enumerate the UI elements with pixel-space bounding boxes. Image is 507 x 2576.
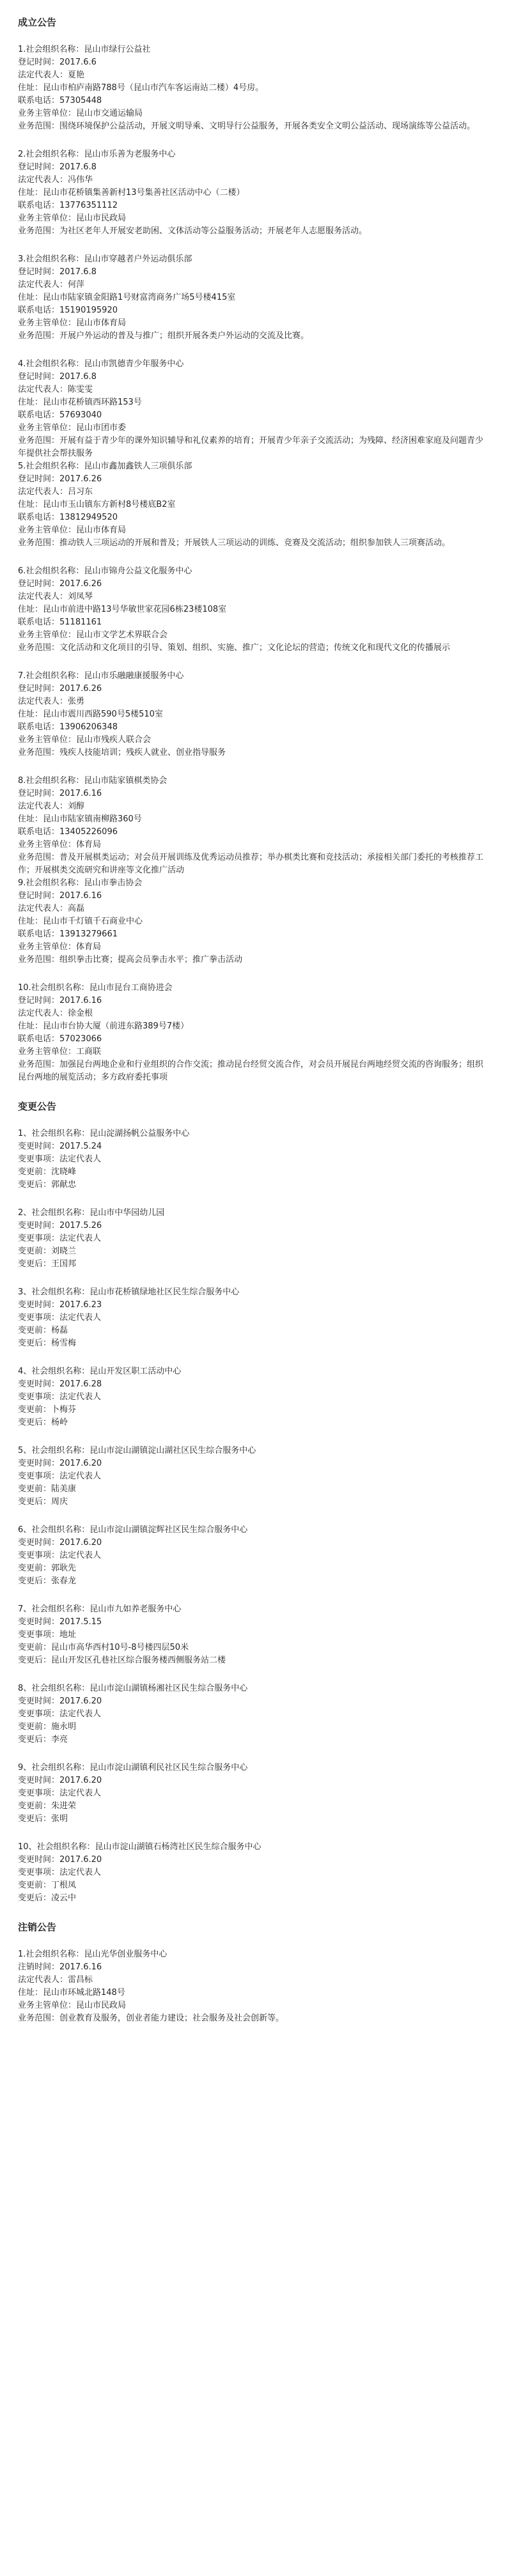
- established-entry: [18, 358, 489, 550]
- changes-list: [18, 1128, 489, 1905]
- cancellation-list: [18, 1948, 489, 2025]
- entry-line: 6.社会组织名称：昆山市锦舟公益文化服务中心: [18, 566, 192, 576]
- change-entry: [18, 1762, 489, 1826]
- entry-line: 变更时间：2017.5.24: [18, 1142, 102, 1151]
- entry-line: 变更前：杨磊: [18, 1326, 68, 1335]
- established-entry: [18, 148, 489, 238]
- entry-line: 住址：昆山市玉山镇东方新村8号楼底B2室: [18, 500, 176, 509]
- entry-line: 变更后：王国邦: [18, 1259, 77, 1269]
- entry-line: 住址：昆山市花桥镇集善新村13号集善社区活动中心（二楼）: [18, 188, 245, 198]
- entry-line: 业务范围：文化活动和文化项目的引导、策划、组织、实施、推广；文化论坛的营造；传统文化和现代文化的传播展示: [18, 643, 451, 653]
- change-entry: [18, 1286, 489, 1350]
- entry-line: 注销时间：2017.6.16: [18, 1962, 102, 1972]
- entry-line: 业务范围：加强昆台两地企业和行业组织的合作交流；推动昆台经贸交流合作，对会员开展昆台两地经贸交流的咨询服务；组织昆台两地的展览活动；多方政府委托事项: [18, 1060, 484, 1082]
- entry-line: 变更事项：法定代表人: [18, 1709, 102, 1719]
- entry-line: 4.社会组织名称：昆山市凯德青少年服务中心: [18, 359, 184, 369]
- established-entry: [18, 670, 489, 759]
- entry-line: 变更事项：法定代表人: [18, 1788, 102, 1798]
- entry-line: 变更前：丁根凤: [18, 1881, 77, 1890]
- entry-line: 法定代表人：徐金根: [18, 1009, 93, 1018]
- entry-line: 变更后：张春龙: [18, 1576, 77, 1586]
- change-entry: [18, 1841, 489, 1905]
- entry-line: 变更事项：法定代表人: [18, 1234, 102, 1243]
- entry-line: 业务主管单位：体育局: [18, 840, 102, 850]
- change-entry: [18, 1445, 489, 1509]
- entry-line: 业务主管单位：昆山市残疾人联合会: [18, 735, 152, 745]
- entry-line: 变更后：李亮: [18, 1735, 68, 1744]
- change-entry: [18, 1603, 489, 1667]
- entry-line: 联系电话：13776351112: [18, 201, 118, 210]
- entry-line: 8.社会组织名称：昆山市陆家镇棋类协会: [18, 776, 168, 786]
- entry-line: 联系电话：15190195920: [18, 306, 118, 315]
- entry-line: 业务主管单位：昆山市体育局: [18, 318, 127, 328]
- entry-line: 联系电话：13405226096: [18, 827, 118, 837]
- established-entry: [18, 982, 489, 1084]
- entry-line: 变更后：张明: [18, 1814, 68, 1824]
- established-entry: [18, 565, 489, 655]
- entry-line: 变更事项：法定代表人: [18, 1392, 102, 1402]
- entry-line: 住址：昆山市震川西路590号5楼510室: [18, 710, 163, 719]
- entry-line: 法定代表人：夏艳: [18, 70, 85, 80]
- entry-line: 业务范围：围绕环境保护公益活动，开展文明导乘、文明导行公益服务，开展各类安全文明公益活动、现场演练等公益活动。: [18, 121, 476, 131]
- entry-line: 住址：昆山市陆家镇金阳路1号财富湾商务广场5号楼415室: [18, 293, 236, 302]
- entry-line: 变更前：刘晓兰: [18, 1246, 77, 1256]
- entry-line: 登记时间：2017.6.8: [18, 162, 97, 172]
- entry-line: 法定代表人：陈雯雯: [18, 385, 93, 394]
- entry-line: 联系电话：57023066: [18, 1034, 102, 1044]
- entry-line: 9、社会组织名称：昆山市淀山湖镇利民社区民生综合服务中心: [18, 1763, 248, 1773]
- entry-line: 6、社会组织名称：昆山市淀山湖镇淀辉社区民生综合服务中心: [18, 1525, 248, 1535]
- entry-line: 变更后：凌云中: [18, 1893, 77, 1903]
- entry-line: 变更时间：2017.5.26: [18, 1221, 102, 1230]
- entry-line: 登记时间：2017.6.26: [18, 579, 102, 589]
- entry-line: 变更后：周庆: [18, 1497, 68, 1507]
- entry-line: 7、社会组织名称：昆山市九如养老服务中心: [18, 1604, 182, 1614]
- entry-line: 法定代表人：刘醇: [18, 802, 85, 811]
- entry-line: 住址：昆山市前进中路13号华敏世家花园6栋23楼108室: [18, 605, 227, 614]
- entry-line: 变更事项：法定代表人: [18, 1868, 102, 1877]
- entry-line: 业务范围：为社区老年人开展安老助困、文体活动等公益服务活动；开展老年人志愿服务活动。: [18, 226, 368, 236]
- entry-line: 法定代表人：张勇: [18, 697, 85, 706]
- entry-line: 3、社会组织名称：昆山市花桥镇绿地社区民生综合服务中心: [18, 1287, 240, 1297]
- entry-line: 业务范围：残疾人技能培训；残疾人就业、创业指导服务: [18, 748, 226, 757]
- cancellation-heading: 注销公告: [18, 1921, 57, 1933]
- change-entry: [18, 1682, 489, 1746]
- entry-line: 10、社会组织名称：昆山市淀山湖镇石杨湾社区民生综合服务中心: [18, 1842, 261, 1852]
- cancellation-section: [18, 1920, 489, 2025]
- established-list: [18, 43, 489, 1084]
- entry-line: 业务主管单位：体育局: [18, 942, 102, 952]
- changes-section: [18, 1099, 489, 1905]
- entry-line: 1、社会组织名称：昆山淀湖扬帆公益服务中心: [18, 1129, 190, 1138]
- entry-line: 变更前：朱进荣: [18, 1801, 77, 1811]
- entry-line: 8、社会组织名称：昆山市淀山湖镇杨湘社区民生综合服务中心: [18, 1684, 248, 1693]
- entry-line: 变更时间：2017.6.20: [18, 1776, 102, 1785]
- entry-line: 9.社会组织名称：昆山市拳击协会: [18, 878, 143, 888]
- entry-line: 变更后：杨雪梅: [18, 1338, 77, 1348]
- change-entry: [18, 1524, 489, 1588]
- entry-line: 业务主管单位：昆山市交通运输局: [18, 109, 143, 118]
- entry-line: 登记时间：2017.6.26: [18, 474, 102, 484]
- entry-line: 变更前：郭耿先: [18, 1563, 77, 1573]
- entry-line: 变更时间：2017.6.23: [18, 1300, 102, 1310]
- entry-line: 变更前：沈晓峰: [18, 1167, 77, 1177]
- entry-line: 业务主管单位：昆山市文学艺术界联合会: [18, 630, 168, 640]
- entry-line: 1.社会组织名称：昆山光华创业服务中心: [18, 1950, 168, 1959]
- entry-line: 变更后：郭献忠: [18, 1180, 77, 1190]
- entry-line: 登记时间：2017.6.8: [18, 372, 97, 382]
- changes-heading: 变更公告: [18, 1101, 57, 1112]
- entry-line: 变更时间：2017.6.20: [18, 1855, 102, 1865]
- entry-line: 变更后：昆山开发区孔巷社区综合服务楼西侧服务站二楼: [18, 1656, 226, 1665]
- established-entry: [18, 43, 489, 133]
- entry-line: 法定代表人：雷昌标: [18, 1975, 93, 1985]
- entry-line: 住址：昆山市陆家镇南柳路360号: [18, 814, 142, 824]
- entry-line: 联系电话：51181161: [18, 617, 102, 627]
- entry-line: 3.社会组织名称：昆山市穿越者户外运动俱乐部: [18, 254, 192, 264]
- entry-line: 业务主管单位：昆山市民政局: [18, 213, 127, 223]
- change-entry: [18, 1365, 489, 1429]
- entry-line: 变更事项：法定代表人: [18, 1313, 102, 1323]
- change-entry: [18, 1207, 489, 1271]
- entry-line: 变更时间：2017.6.28: [18, 1379, 102, 1389]
- entry-line: 法定代表人：冯伟华: [18, 175, 93, 185]
- entry-line: 联系电话：13913279661: [18, 929, 118, 939]
- entry-line: 7.社会组织名称：昆山市乐融融康援服务中心: [18, 671, 184, 681]
- entry-line: 登记时间：2017.6.26: [18, 684, 102, 694]
- entry-line: 1.社会组织名称：昆山市绿行公益社: [18, 45, 151, 54]
- entry-line: 登记时间：2017.6.16: [18, 789, 102, 798]
- entry-line: 变更事项：法定代表人: [18, 1154, 102, 1164]
- entry-line: 法定代表人：刘凤琴: [18, 592, 93, 601]
- established-section: [18, 15, 489, 1084]
- entry-line: 联系电话：57693040: [18, 410, 102, 420]
- entry-line: 业务主管单位：昆山市民政局: [18, 2001, 127, 2010]
- entry-line: 2、社会组织名称：昆山市中华园幼儿园: [18, 1208, 165, 1218]
- entry-line: 住址：昆山市环城北路148号: [18, 1988, 125, 1998]
- entry-line: 业务主管单位：昆山市体育局: [18, 525, 127, 535]
- entry-line: 变更时间：2017.6.20: [18, 1538, 102, 1548]
- entry-line: 业务范围：推动铁人三项运动的开展和普及；开展铁人三项运动的训练、竞赛及交流活动；组织参加铁人三项赛活动。: [18, 538, 451, 548]
- entry-line: 联系电话：57305448: [18, 96, 102, 105]
- entry-line: 业务主管单位：昆山市团市委: [18, 423, 127, 433]
- entry-line: 4、社会组织名称：昆山开发区职工活动中心: [18, 1367, 182, 1376]
- established-heading: 成立公告: [18, 17, 57, 28]
- entry-line: 变更前：施永明: [18, 1722, 77, 1732]
- entry-line: 变更前：陆美康: [18, 1484, 77, 1494]
- established-entry: [18, 253, 489, 343]
- entry-line: 变更事项：地址: [18, 1630, 77, 1640]
- entry-line: 登记时间：2017.6.6: [18, 58, 97, 67]
- entry-line: 住址：昆山市柏庐南路788号（昆山市汽车客运南站二楼）4号房。: [18, 83, 264, 93]
- change-entry: [18, 1128, 489, 1191]
- entry-line: 法定代表人：高磊: [18, 904, 85, 913]
- established-entry: [18, 775, 489, 966]
- entry-line: 业务范围：普及开展棋类运动；对会员开展训练及优秀运动员推荐；举办棋类比赛和竞技活动；承接相关部门委托的考核推荐工作；开展棋类交流研究和讲座等文化推广活动: [18, 853, 484, 875]
- entry-line: 登记时间：2017.6.8: [18, 267, 97, 277]
- cancellation-entry: [18, 1948, 489, 2025]
- entry-line: 法定代表人：吕习东: [18, 487, 93, 497]
- entry-line: 变更时间：2017.6.20: [18, 1696, 102, 1706]
- entry-line: 变更时间：2017.6.20: [18, 1459, 102, 1468]
- entry-line: 变更前：昆山市高华西村10号-8号楼四层50米: [18, 1643, 189, 1652]
- entry-line: 业务范围：创业教育及服务，创业者能力建设；社会服务及社会创新等。: [18, 2013, 285, 2023]
- entry-line: 登记时间：2017.6.16: [18, 996, 102, 1005]
- entry-line: 住址：昆山市千灯镇千石商业中心: [18, 917, 143, 926]
- entry-line: 业务主管单位：工商联: [18, 1047, 102, 1057]
- entry-line: 法定代表人：何萍: [18, 280, 85, 290]
- entry-line: 变更前：卜梅芬: [18, 1405, 77, 1415]
- entry-line: 住址：昆山市花桥镇西环路153号: [18, 398, 142, 407]
- entry-line: 联系电话：13906206348: [18, 722, 118, 732]
- entry-line: 10.社会组织名称：昆山市昆台工商协进会: [18, 983, 173, 993]
- entry-line: 5.社会组织名称：昆山市鑫加鑫铁人三项俱乐部: [18, 462, 192, 471]
- entry-line: 业务范围：开展户外运动的普及与推广；组织开展各类户外运动的交流及比赛。: [18, 331, 309, 341]
- entry-line: 变更事项：法定代表人: [18, 1471, 102, 1481]
- entry-line: 业务范围：开展有益于青少年的课外知识辅导和礼仪素养的培育；开展青少年亲子交流活动；为残障、经济困难家庭及问题青少年提供社会帮扶服务: [18, 436, 484, 458]
- entry-line: 住址：昆山市台协大厦（前进东路389号7楼）: [18, 1021, 189, 1031]
- entry-line: 变更时间：2017.5.15: [18, 1617, 102, 1627]
- entry-line: 登记时间：2017.6.16: [18, 891, 102, 901]
- entry-line: 5、社会组织名称：昆山市淀山湖镇淀山湖社区民生综合服务中心: [18, 1446, 256, 1455]
- entry-line: 变更后：杨岭: [18, 1418, 68, 1427]
- entry-line: 2.社会组织名称：昆山市乐善为老服务中心: [18, 150, 176, 159]
- entry-line: 联系电话：13812949520: [18, 513, 118, 522]
- entry-line: 业务范围：组织拳击比赛；提高会员拳击水平；推广拳击活动: [18, 955, 243, 965]
- entry-line: 变更事项：法定代表人: [18, 1551, 102, 1560]
